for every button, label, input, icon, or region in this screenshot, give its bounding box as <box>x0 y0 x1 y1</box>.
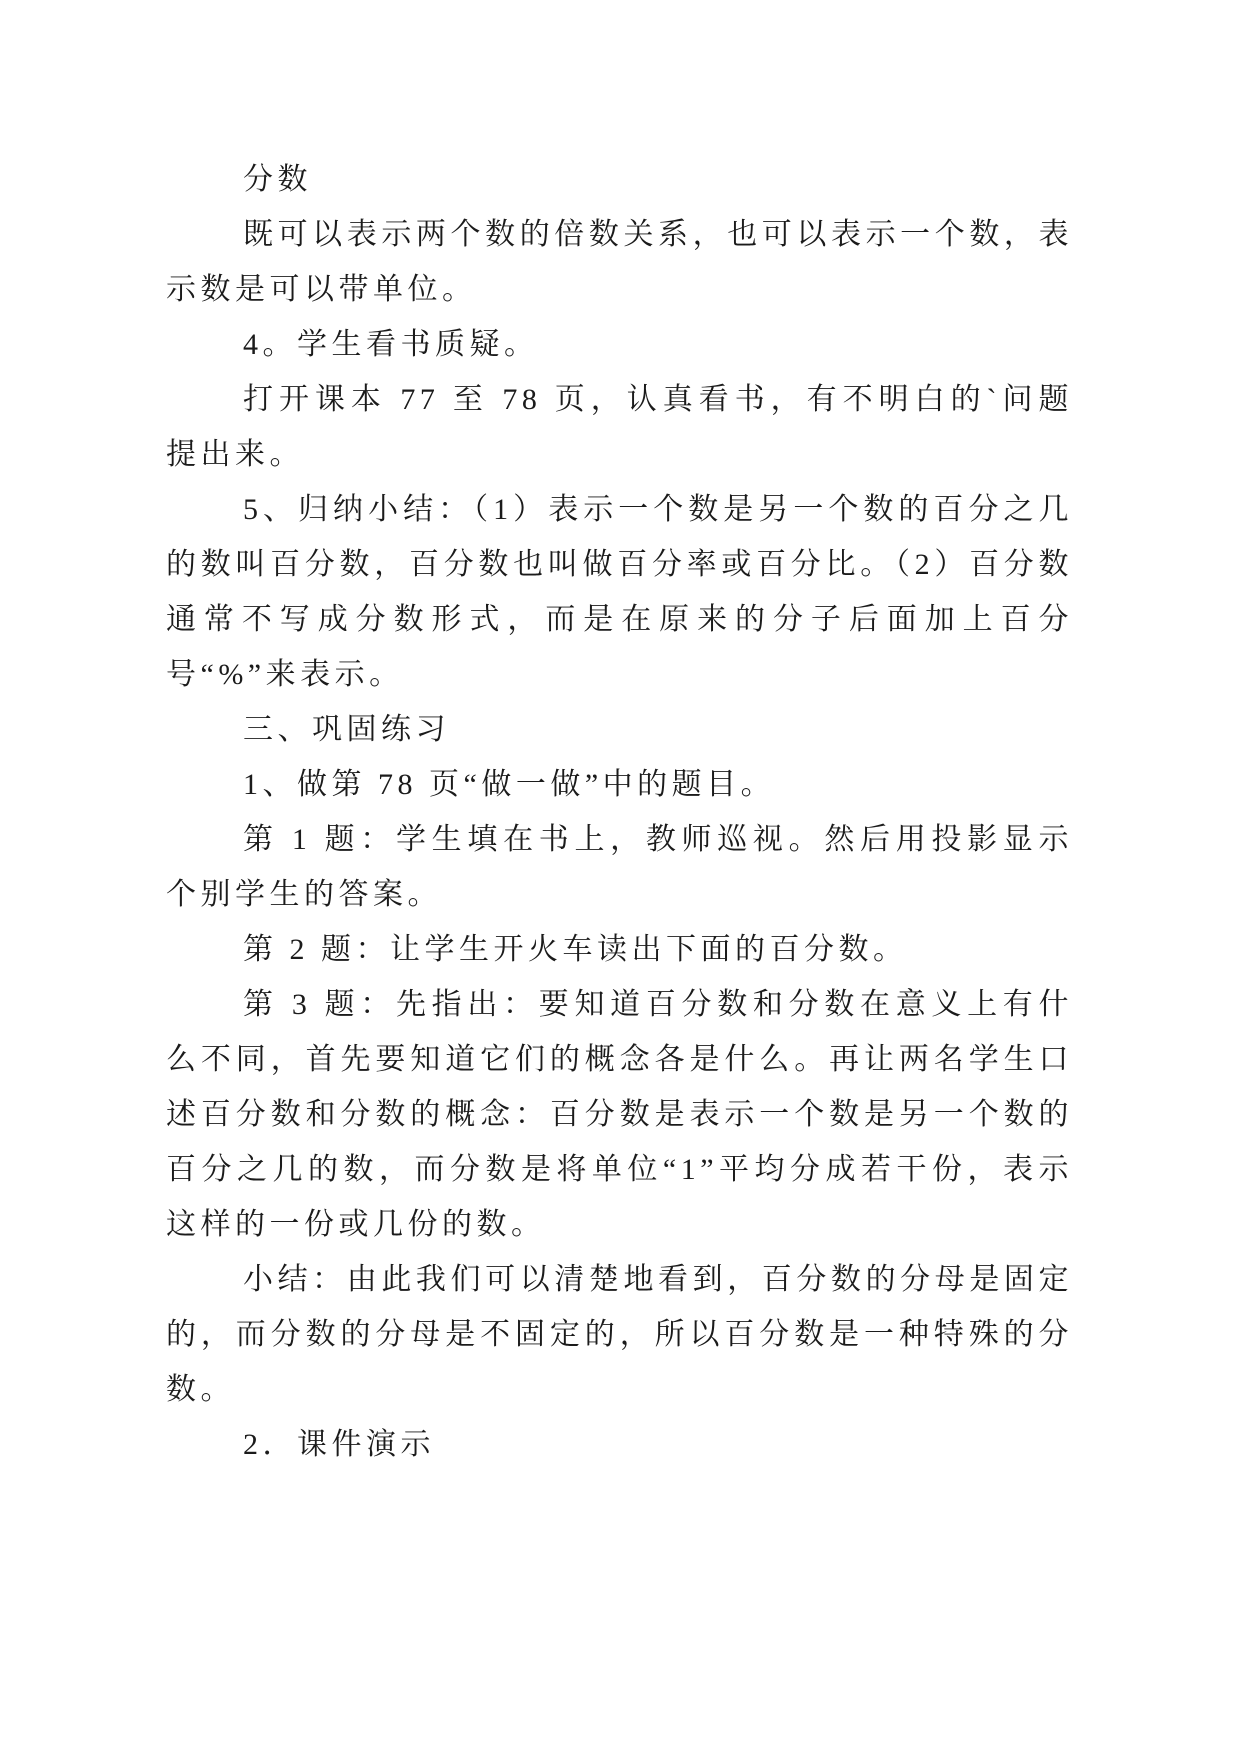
paragraph-exercise1: 1、做第 78 页“做一做”中的题目。 <box>243 768 776 801</box>
paragraph-xiaojie: 小结：由此我们可以清楚地看到，百分数的分母是固定的，而分数的分母是不固定的，所以百分数是一种特殊的分数。 <box>166 1263 1073 1406</box>
paragraph-step5-summary: 5、归纳小结：（1）表示一个数是另一个数的百分之几的数叫百分数，百分数也叫做百分率或百分比。（2）百分数通常不写成分数形式，而是在原来的分子后面加上百分号“%”来表示。 <box>166 493 1073 691</box>
paragraph-exercise1-item2: 第 2 题：让学生开火车读出下面的百分数。 <box>243 933 908 966</box>
paragraph-section3-heading: 三、巩固练习 <box>243 713 450 746</box>
paragraph-exercise1-item1: 第 1 题：学生填在书上，教师巡视。然后用投影显示个别学生的答案。 <box>166 823 1073 911</box>
document-body <box>166 152 1073 1472</box>
paragraph-exercise2: 2．课件演示 <box>243 1428 435 1461</box>
paragraph-step4: 4。学生看书质疑。 <box>243 328 539 361</box>
paragraph-fenshu-heading: 分数 <box>243 163 312 196</box>
paragraph-exercise1-item3: 第 3 题：先指出：要知道百分数和分数在意义上有什么不同，首先要知道它们的概念各是什么。再让两名学生口述百分数和分数的概念：百分数是表示一个数是另一个数的百分之几的数，而分数是将单位“1”平均分成若干份，表示这样的一份或几份的数。 <box>166 988 1073 1241</box>
paragraph-fenshu-definition: 既可以表示两个数的倍数关系，也可以表示一个数，表示数是可以带单位。 <box>166 218 1073 306</box>
paragraph-step4-detail: 打开课本 77 至 78 页，认真看书，有不明白的`问题提出来。 <box>166 383 1073 471</box>
